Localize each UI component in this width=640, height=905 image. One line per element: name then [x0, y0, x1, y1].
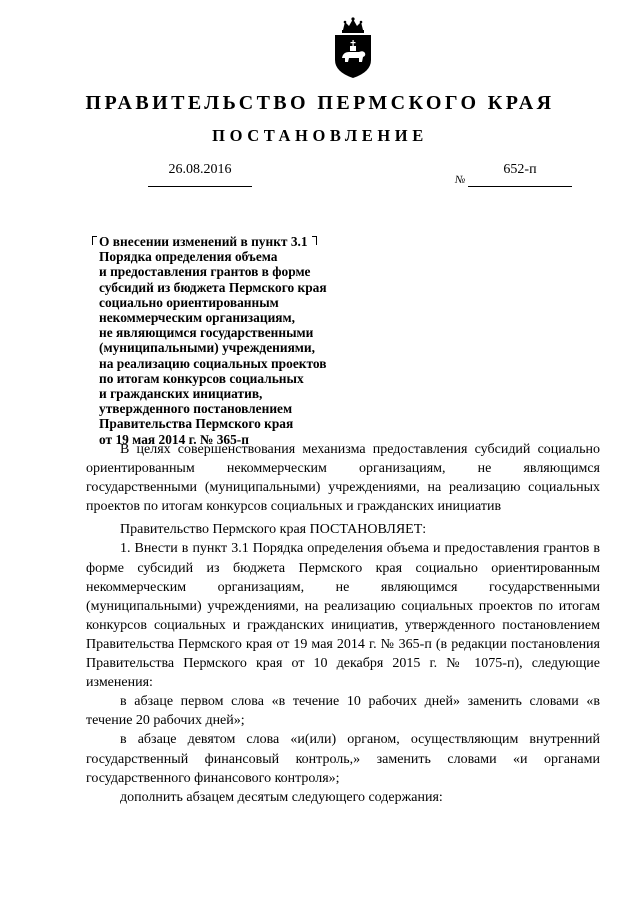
title-line: от 19 мая 2014 г. № 365-п [99, 431, 249, 447]
title-line: и предоставления грантов в форме [99, 264, 311, 280]
title-line: (муниципальными) учреждениями, [99, 340, 315, 356]
government-title: ПРАВИТЕЛЬСТВО ПЕРМСКОГО КРАЯ [85, 92, 555, 114]
resolution-paragraph: Правительство Пермского края ПОСТАНОВЛЯЕТ: [120, 522, 427, 538]
title-line: утвержденного постановлением [99, 401, 293, 417]
title-line: субсидий из бюджета Пермского края [99, 279, 327, 295]
title-line: и гражданских инициатив, [99, 386, 263, 402]
title-line: социально ориентированным [99, 294, 279, 310]
document-title [99, 234, 399, 447]
title-line: Правительства Пермского края [99, 416, 294, 432]
coat-of-arms-emblem [329, 16, 377, 80]
title-line: на реализацию социальных проектов [99, 355, 327, 371]
title-line: О внесении изменений в пункт 3.1 [99, 234, 308, 249]
title-line: по итогам конкурсов социальных [99, 370, 304, 386]
document-number: 652-п [503, 162, 537, 177]
document-type: ПОСТАНОВЛЕНИЕ [212, 126, 428, 145]
title-line: некоммерческим организациям, [99, 310, 296, 326]
title-bracket-left [92, 236, 97, 245]
item-1-paragraph: 1. Внести в пункт 3.1 Порядка определения объема и предоставления грантов в форме субсидий из бюджета Пермского края социально ориентированным некоммерческим организациям, не являющимся государственными (муниципальными) учреждениями, на реализацию социальных проектов по итогам конкурсов социальных и гражданских инициатив, утвержденного постановлением Правительства Пермского края от 19 мая 2014 г. № 365-п (в редакции постановления Правительства Пермского края от 10 декабря 2015 г. № 1075-п), следующие изменения: [86, 541, 600, 691]
document-date: 26.08.2016 [168, 162, 232, 177]
number-underline [468, 186, 572, 187]
change-2-paragraph: в абзаце девятом слова «и(или) органом, осуществляющим внутренний государственный финансовый контроль,» заменить словами «и органами государственного финансового контроля»; [86, 732, 600, 786]
document-body [86, 440, 600, 807]
number-label: № [455, 174, 466, 186]
change-1-paragraph: в абзаце первом слова «в течение 10 рабочих дней» заменить словами «в течение 20 рабочих дней»; [86, 694, 600, 729]
change-3-paragraph: дополнить абзацем десятым следующего содержания: [120, 789, 443, 805]
title-line: не являющимся государственными [99, 325, 314, 341]
title-line: Порядка определения объема [99, 249, 278, 265]
date-underline [148, 186, 252, 187]
intro-paragraph: В целях совершенствования механизма предоставления субсидий социально ориентированным некоммерческим организациям, не являющимся государственными (муниципальными) учреждениями, на реализацию социальных проектов по итогам конкурсов социальных и гражданских инициатив [86, 442, 600, 515]
